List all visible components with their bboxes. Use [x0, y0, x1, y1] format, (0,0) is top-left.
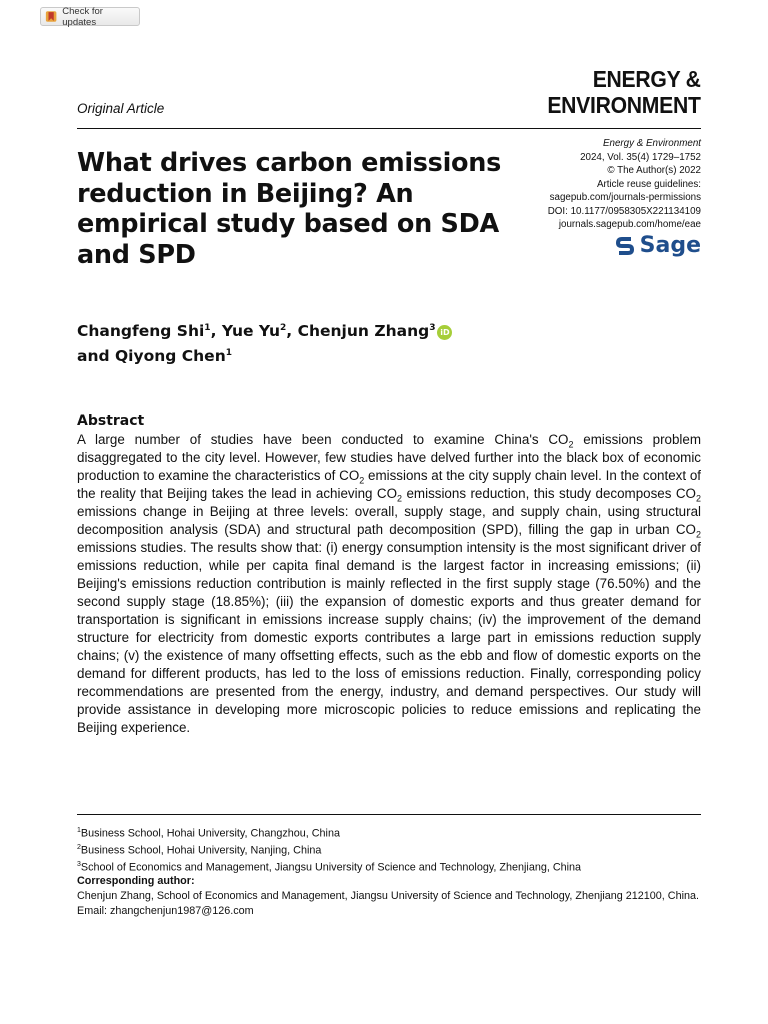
article-metadata: [548, 137, 701, 232]
affiliation-marker: 2: [77, 844, 81, 852]
affiliation-text: School of Economics and Management, Jiangsu University of Science and Technology, Zhenjiang, China: [80, 861, 582, 874]
abstract-text: [77, 431, 701, 737]
author-name[interactable]: Yue Yu: [221, 322, 281, 341]
author-affiliation-marker: 2: [280, 323, 287, 333]
author-affiliation-marker: 3: [429, 323, 436, 333]
abstract-segment: emissions studies. The results show that: (i) energy consumption intensity is the most significant driver of emissions reduction, while per capita final demand is the largest factor in increasing emissions; (ii) Beijing's emissions reduction contribution is mainly reflected in the first supply stage (76.50%) and the second supply stage (18.85%); (iii) the expansion of domestic exports and thus greater demand for transportation is significant in emissions increase supply chains; (iv) the improvement of the demand structure for electricity from domestic exports contributes a large part in emissions reduction supply chains; (v) the existence of many offsetting effects, such as the ebb and flow of domestic exports on the demand for different products, has led to the loss of emissions reduction. Finally, corresponding policy recommendations are presented from the energy, industry, and demand perspectives. Our study will provide assistance in developing more microscopic policies to reduce emissions and replicating the Beijing experience.: [77, 540, 701, 735]
volume-info: 2024, Vol. 35(4) 1729–1752: [580, 151, 701, 163]
affiliation-item: [77, 841, 701, 858]
abstract-segment: emissions change in Beijing at three levels: overall, supply stage, and supply chain, using structural decomposition analysis (SDA) and structural path decomposition (SPD), filling the gap in urban: [77, 504, 701, 537]
author-name[interactable]: Qiyong Chen: [115, 347, 226, 366]
author-name[interactable]: Changfeng Shi: [77, 322, 205, 341]
author-affiliation-marker: 1: [225, 348, 232, 359]
affiliation-text: Business School, Hohai University, Changzhou, China: [80, 827, 340, 840]
journal-homepage-link[interactable]: journals.sagepub.com/home/eae: [558, 219, 701, 230]
author-affiliation-marker: 1: [204, 323, 211, 333]
check-for-updates-label: Check for updates: [62, 5, 103, 28]
abstract-segment: A large number of studies have been conducted to examine China's: [77, 432, 549, 447]
doi-link[interactable]: DOI: 10.1177/0958305X221134109: [547, 205, 701, 217]
sage-logo: [614, 233, 701, 258]
sage-s-icon: [614, 235, 636, 257]
journal-name: Energy & Environment: [602, 138, 701, 149]
corresponding-author-heading: Corresponding author:: [77, 875, 195, 887]
journal-logo-line1: ENERGY &: [593, 66, 701, 92]
check-for-updates-button[interactable]: [40, 7, 140, 26]
reuse-label: Article reuse guidelines:: [596, 178, 701, 190]
affiliations: [77, 824, 701, 875]
affiliation-text: Business School, Hohai University, Nanjing, China: [80, 844, 322, 857]
orcid-icon[interactable]: iD: [437, 325, 452, 340]
affiliation-item: [77, 824, 701, 841]
sage-wordmark: Sage: [639, 233, 701, 258]
corresponding-address: Chenjun Zhang, School of Economics and Management, Jiangsu University of Science and Technology, Zhenjiang 212100, China.: [77, 890, 700, 902]
affiliation-item: [77, 858, 701, 875]
affiliation-marker: 1: [77, 827, 81, 834]
co2-term: CO: [675, 486, 696, 501]
co2-subscript: 2: [695, 493, 701, 504]
co2-term: CO: [548, 432, 569, 447]
update-badge-icon: [45, 10, 57, 23]
reuse-link[interactable]: sagepub.com/journals-permissions: [549, 192, 701, 203]
footnote-divider: [77, 814, 701, 815]
co2-term: CO: [376, 486, 398, 501]
article-title: What drives carbon emissions reduction in Beijing? An empirical study based on SDA and SPD: [77, 148, 501, 270]
author-name[interactable]: Chenjun Zhang: [297, 322, 430, 341]
corresponding-author-details: [77, 889, 701, 918]
co2-subscript: 2: [695, 529, 701, 540]
copyright: © The Author(s) 2022: [607, 165, 701, 176]
journal-logo: [548, 66, 701, 118]
co2-subscript: 2: [359, 475, 365, 486]
article-type: Original Article: [77, 101, 165, 116]
affiliation-marker: 3: [77, 861, 81, 869]
abstract-segment: emissions at the city supply chain level. In the context of the reality that Beijing takes the lead in achieving: [77, 468, 701, 501]
abstract-segment: emissions problem disaggregated to the city level. However, few studies have delved further into the black box of economic production to examine the characteristics of: [77, 432, 702, 483]
header-divider: [77, 128, 701, 129]
abstract-segment: emissions reduction, this study decomposes: [402, 486, 676, 501]
journal-logo-line2: ENVIRONMENT: [547, 92, 701, 118]
author-conjunction: and: [77, 347, 110, 366]
abstract-heading: Abstract: [77, 413, 145, 429]
co2-term: CO: [675, 522, 696, 537]
co2-subscript: 2: [568, 439, 574, 450]
co2-subscript: 2: [397, 493, 403, 504]
co2-term: CO: [339, 468, 360, 483]
corresponding-email[interactable]: Email: zhangchenjun1987@126.com: [77, 904, 254, 917]
author-list: Changfeng Shi$^1$, Yue Yu$^2$, Chenjun Zhang$^3$ iD and Qiyong Chen$^1$: [77, 317, 507, 367]
